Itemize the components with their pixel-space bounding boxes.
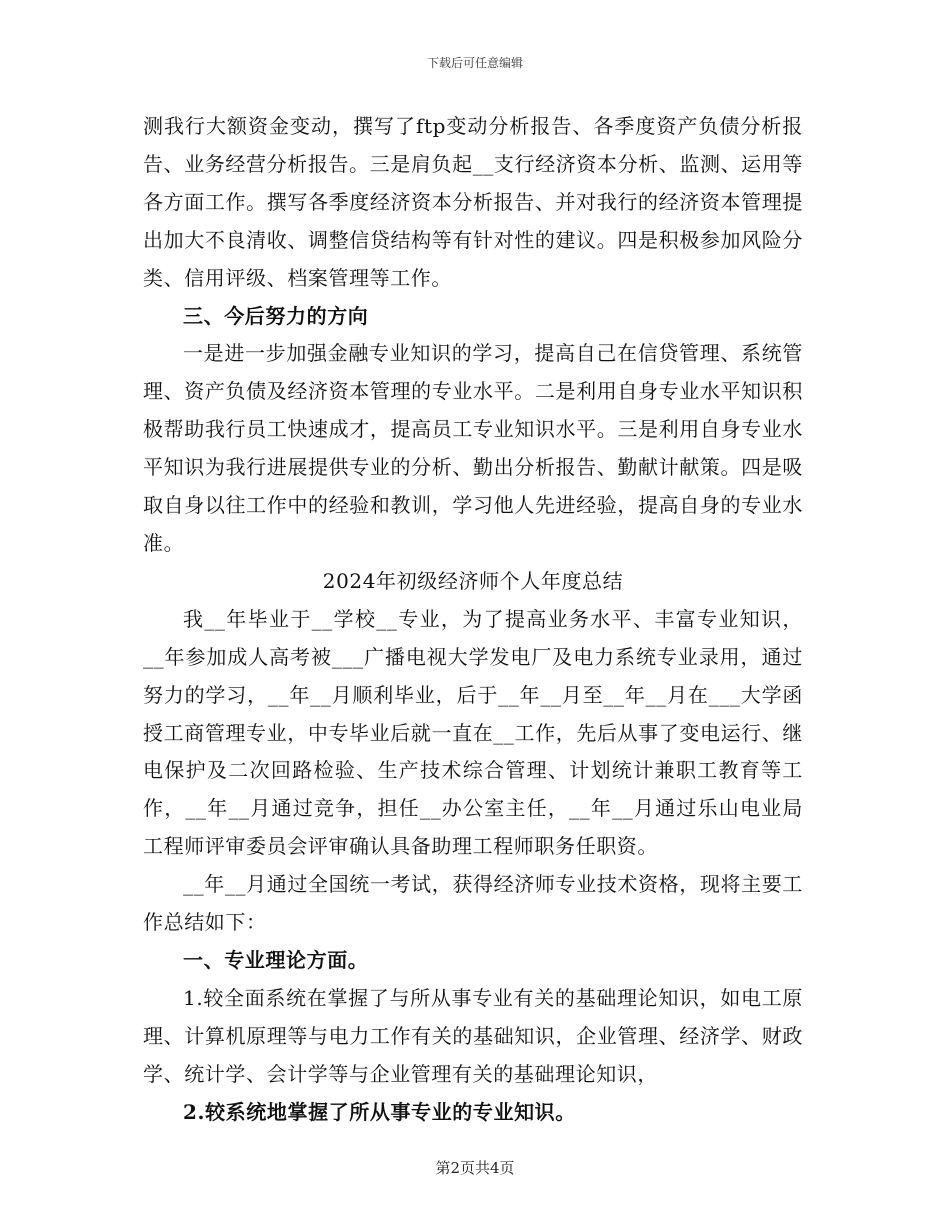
paragraph-analysis-duties: 测我行大额资金变动，撰写了ftp变动分析报告、各季度资产负债分析报告、业务经营分析报告。三是肩负起__支行经济资本分析、监测、运用等各方面工作。撰写各季度经济资本分析报告、并对我行的经济资本管理提出加大不良清收、调整信贷结构等有针对性的建议。四是积极参加风险分类、信用评级、档案管理等工作。 bbox=[143, 114, 803, 290]
section-heading-future-direction: 三、今后努力的方向 bbox=[183, 303, 369, 328]
document-body bbox=[143, 108, 803, 1131]
paragraph-qualification: __年__月通过全国统一考试，获得经济师专业技术资格，现将主要工作总结如下： bbox=[143, 872, 803, 935]
page-header: 下载后可任意编辑 bbox=[426, 56, 523, 70]
subheading-professional-knowledge: 2.较系统地掌握了所从事专业的专业知识。 bbox=[183, 1099, 576, 1124]
paragraph-background: 我__年毕业于__学校__专业，为了提高业务水平、丰富专业知识，__年参加成人高考被___广播电视大学发电厂及电力系统专业录用，通过努力的学习，__年__月顺利毕业，后于__年__月至__年__月在___大学函授工商管理专业，中专毕业后就一直在__工作，先后从事了变电运行、继电保护及二次回路检验、生产技术综合管理、计划统计兼职工教育等工作，__年__月通过竞争，担任__办公室主任，__年__月通过乐山电业局工程师评审委员会评审确认具备助理工程师职务任职资。 bbox=[143, 606, 803, 859]
section-heading-theory: 一、专业理论方面。 bbox=[183, 947, 369, 972]
paragraph-theory-knowledge: 1.较全面系统在掌握了与所从事专业有关的基础理论知识，如电工原理、计算机原理等与电力工作有关的基础知识，企业管理、经济学、财政学、统计学、会计学等与企业管理有关的基础理论知识， bbox=[143, 985, 803, 1086]
document-title: 2024年初级经济师个人年度总结 bbox=[322, 568, 624, 593]
paragraph-future-plans: 一是进一步加强金融专业知识的学习，提高自己在信贷管理、系统管理、资产负债及经济资本管理的专业水平。二是利用自身专业水平知识积极帮助我行员工快速成才，提高员工专业知识水平。三是利用自身专业水平知识为我行进展提供专业的分析、勤出分析报告、勤献计献策。四是吸取自身以往工作中的经验和教训，学习他人先进经验，提高自身的专业水准。 bbox=[143, 341, 803, 555]
page-footer: 第2页共4页 bbox=[435, 1159, 515, 1177]
